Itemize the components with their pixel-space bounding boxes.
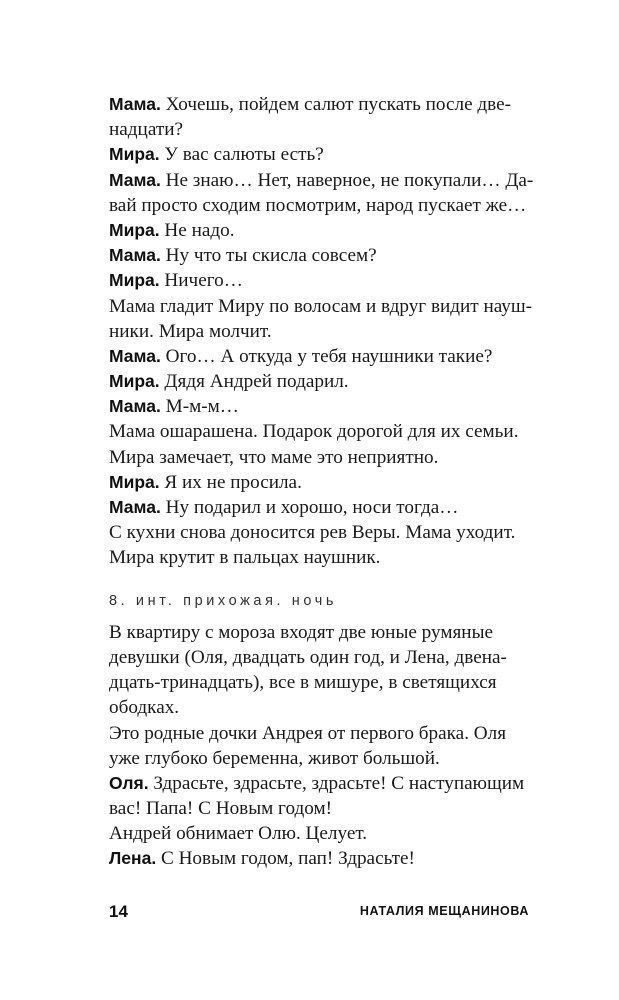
speaker-name: Мира. (109, 371, 160, 392)
line-text: дцать-тринадцать), все в мишуре, в светящихся (109, 672, 497, 694)
line-text: Ничего… (159, 270, 243, 292)
line-text: Мира замечает, что маме это неприятно. (109, 446, 439, 468)
text-line (109, 268, 529, 293)
text-line (109, 520, 529, 545)
speaker-name: Лена. (109, 848, 157, 869)
page-number: 14 (109, 902, 128, 921)
line-text: С кухни снова доносится рев Веры. Мама уходит. (109, 522, 516, 544)
speaker-name: Мама. (109, 94, 161, 114)
speaker-name: Мама. (109, 169, 161, 190)
text-line (109, 218, 529, 243)
line-text: вас! Папа! С Новым годом! (109, 798, 333, 820)
line-text: ободках. (109, 697, 180, 719)
speaker-name: Мира. (109, 471, 160, 492)
speaker-name: Мира. (109, 270, 160, 291)
line-text: Ну подарил и хорошо, носи тогда… (160, 497, 459, 518)
line-text: С Новым годом, пап! Здрасьте! (156, 848, 415, 870)
line-text: Мира крутит в пальцах наушник. (109, 547, 381, 569)
text-line (109, 419, 529, 444)
text-line (109, 821, 529, 846)
line-text: Здрасьте, здрасьте, здрасьте! С наступающим (148, 772, 525, 794)
text-line (109, 846, 529, 871)
line-text: Ну что ты скисла совсем? (160, 245, 377, 267)
speaker-name: Мама. (109, 345, 161, 366)
text-line (109, 344, 529, 369)
text-line (109, 319, 529, 344)
speaker-name: Мама. (109, 245, 161, 266)
running-author: НАТАЛИЯ МЕЩАНИНОВА (359, 904, 529, 918)
line-text: ники. Мира молчит. (109, 320, 272, 342)
line-text: девушки (Оля, двадцать один год, и Лена, двена- (109, 646, 507, 668)
text-line (109, 695, 529, 720)
text-line (109, 645, 529, 670)
text-line (109, 193, 529, 218)
text-line (109, 746, 529, 771)
line-text: Дядя Андрей подарил. (159, 371, 349, 393)
speaker-name: Оля. (109, 772, 149, 793)
text-line (109, 243, 529, 268)
text-line (109, 394, 529, 419)
scene-heading: 8. инт. прихожая. ночь (109, 592, 338, 609)
text-line (109, 168, 534, 193)
line-text: Мама гладит Миру по волосам и вдруг видит науш- (109, 295, 533, 317)
dialogue-block-bottom (109, 620, 529, 872)
text-line (109, 92, 529, 117)
line-text: Не знаю… Нет, наверное, не покупали… Да- (160, 169, 534, 191)
line-text: уже глубоко беременна, живот большой. (109, 747, 440, 769)
page-body (109, 92, 534, 872)
text-line (109, 545, 529, 570)
speaker-name: Мама. (109, 497, 161, 517)
text-line (109, 620, 529, 645)
text-line (109, 495, 529, 520)
text-line (109, 369, 529, 394)
dialogue-block-top (109, 92, 534, 571)
line-text: надцати? (109, 119, 184, 141)
line-text: М-м-м… (160, 396, 239, 418)
text-line (109, 445, 529, 470)
speaker-name: Мама. (109, 396, 161, 417)
line-text: Не надо. (159, 219, 235, 241)
text-line (109, 294, 533, 319)
text-line (109, 142, 529, 167)
text-line (109, 796, 529, 821)
text-line (109, 721, 529, 746)
line-text: Ого… А откуда у тебя наушники такие? (160, 345, 493, 367)
text-line (109, 670, 529, 695)
line-text: У вас салюты есть? (159, 144, 324, 166)
line-text: вай просто сходим посмотрим, народ пускает же… (109, 194, 527, 216)
line-text: Это родные дочки Андрея от первого брака. Оля (109, 722, 507, 744)
line-text: Я их не просила. (159, 471, 302, 493)
text-line (109, 117, 529, 142)
text-line (109, 771, 529, 796)
text-line (109, 470, 529, 495)
speaker-name: Мира. (109, 219, 160, 240)
line-text: В квартиру с мороза входят две юные румяные (109, 621, 493, 643)
line-text: Мама ошарашена. Подарок дорогой для их семьи. (109, 421, 519, 443)
speaker-name: Мира. (109, 144, 160, 165)
line-text: Хочешь, пойдем салют пускать после две- (160, 94, 512, 115)
page-footer (109, 902, 529, 926)
line-text: Андрей обнимает Олю. Целует. (109, 823, 368, 845)
